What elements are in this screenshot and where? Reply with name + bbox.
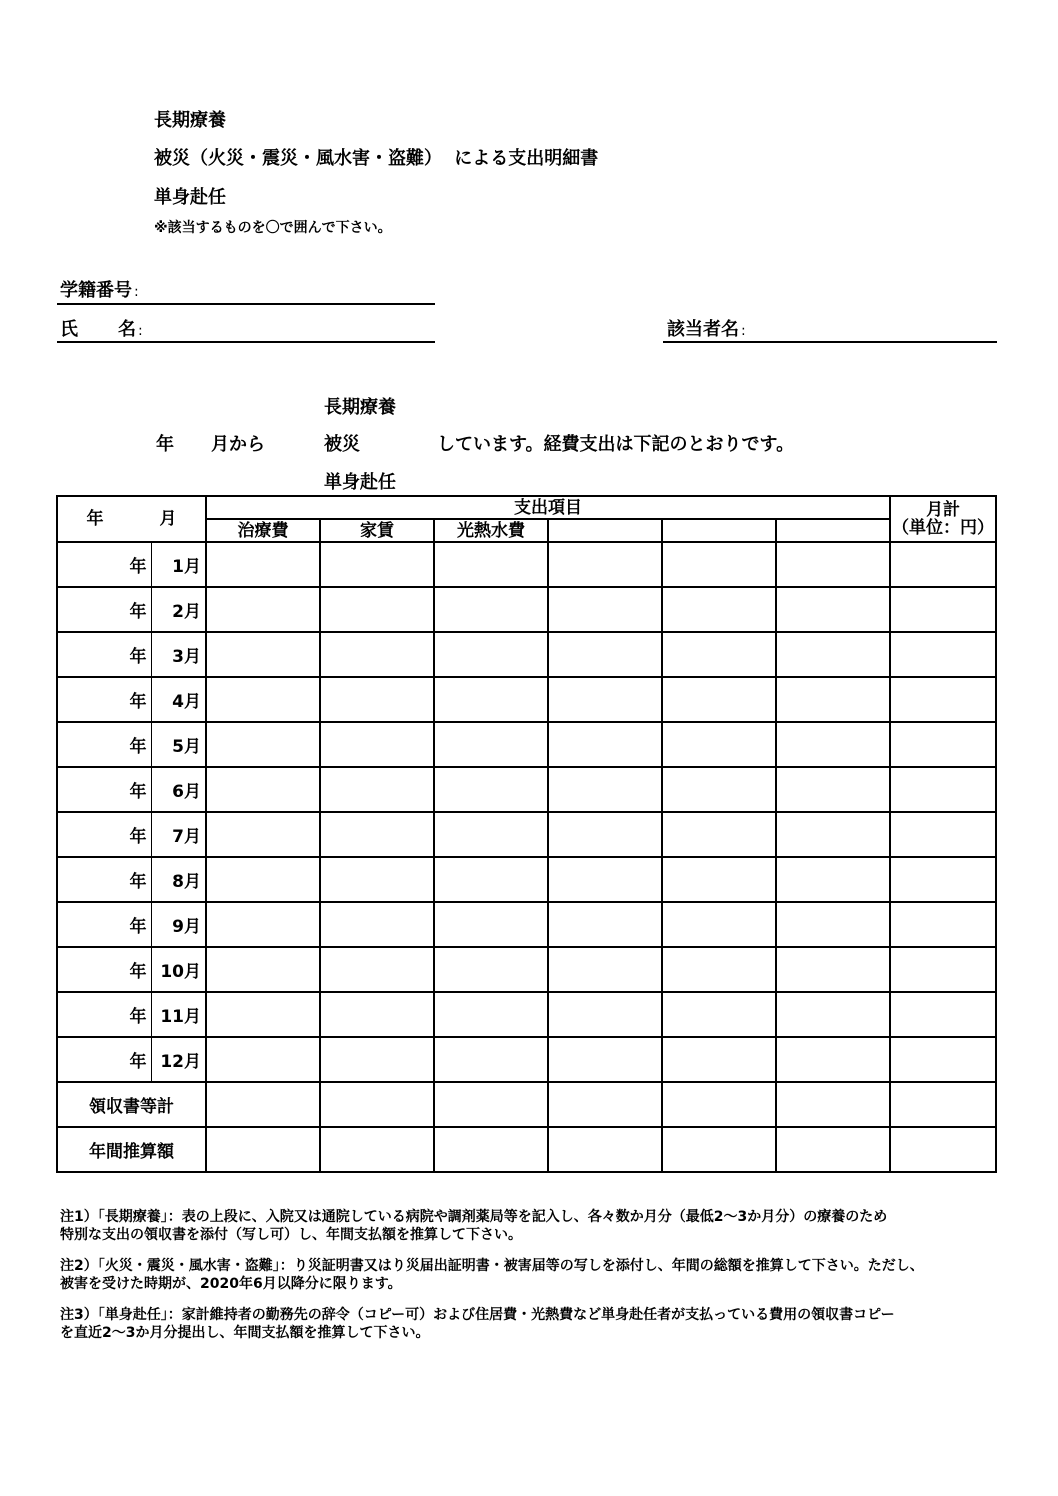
amount-cell[interactable] <box>890 677 996 722</box>
expense-items-header: 支出項目 <box>206 496 890 519</box>
amount-cell[interactable] <box>206 587 320 632</box>
statement-option-long-term-care: 長期療養 <box>324 397 396 418</box>
row-month-cell: 12月 <box>151 1037 206 1082</box>
row-month-cell: 2月 <box>151 587 206 632</box>
receipts-cell[interactable] <box>776 1082 890 1127</box>
amount-cell[interactable] <box>434 857 548 902</box>
annual-cell[interactable] <box>434 1127 548 1172</box>
amount-cell[interactable] <box>206 992 320 1037</box>
amount-cell[interactable] <box>548 542 662 587</box>
expense-table <box>56 495 997 1173</box>
note-2 <box>60 1257 990 1293</box>
note-2-line-2: 被害を受けた時期が、2020年6月以降分に限ります。 <box>60 1276 402 1292</box>
amount-cell[interactable] <box>662 812 776 857</box>
amount-cell[interactable] <box>434 722 548 767</box>
amount-cell[interactable] <box>320 902 434 947</box>
note-1-line-1: 注1）「長期療養」：表の上段に、入院又は通院している病院や調剤薬局等を記入し、各々数か月分（最低2～3か月分）の療養のため <box>60 1209 888 1225</box>
amount-cell[interactable] <box>662 722 776 767</box>
annual-cell[interactable] <box>320 1127 434 1172</box>
person-label <box>667 315 746 341</box>
amount-cell[interactable] <box>320 1037 434 1082</box>
col-month-header: 月 <box>159 509 177 529</box>
amount-cell[interactable] <box>890 767 996 812</box>
row-month-cell: 7月 <box>151 812 206 857</box>
amount-cell[interactable] <box>662 947 776 992</box>
amount-cell[interactable] <box>662 587 776 632</box>
table-row <box>57 1037 996 1082</box>
year-month-header <box>57 496 206 542</box>
amount-cell[interactable] <box>320 812 434 857</box>
amount-cell[interactable] <box>890 857 996 902</box>
amount-cell[interactable] <box>206 767 320 812</box>
amount-cell[interactable] <box>776 767 890 812</box>
amount-cell[interactable] <box>890 632 996 677</box>
row-year-cell[interactable]: 年 <box>57 632 151 677</box>
name-colon: : <box>138 323 143 339</box>
row-year-cell[interactable]: 年 <box>57 767 151 812</box>
amount-cell[interactable] <box>548 992 662 1037</box>
row-year-cell[interactable]: 年 <box>57 857 151 902</box>
amount-cell[interactable] <box>320 587 434 632</box>
person-colon: : <box>741 323 746 339</box>
person-label-text: 該当者名 <box>667 319 739 340</box>
row-year-cell[interactable]: 年 <box>57 1037 151 1082</box>
note-1-line-2b: 年間支払額を推算して下さい。 <box>326 1227 522 1243</box>
amount-cell[interactable] <box>320 857 434 902</box>
amount-cell[interactable] <box>434 947 548 992</box>
amount-cell[interactable] <box>662 677 776 722</box>
statement-tail: しています。経費支出は下記のとおりです。 <box>437 434 795 455</box>
amount-cell[interactable] <box>776 902 890 947</box>
amount-cell[interactable] <box>434 1037 548 1082</box>
amount-cell[interactable] <box>776 812 890 857</box>
amount-cell[interactable] <box>890 812 996 857</box>
instruction-text: ※該当するものを〇で囲んで下さい。 <box>154 220 392 236</box>
table-row <box>57 767 996 812</box>
note-1 <box>60 1208 990 1244</box>
amount-cell[interactable] <box>206 632 320 677</box>
student-id-label <box>60 276 139 302</box>
person-field-line[interactable] <box>663 341 997 343</box>
row-year-cell[interactable]: 年 <box>57 947 151 992</box>
annual-cell[interactable] <box>776 1127 890 1172</box>
item-header-blank-3[interactable] <box>776 519 890 542</box>
row-month-cell: 4月 <box>151 677 206 722</box>
amount-cell[interactable] <box>206 722 320 767</box>
amount-cell[interactable] <box>434 767 548 812</box>
amount-cell[interactable] <box>662 1037 776 1082</box>
row-month-cell: 6月 <box>151 767 206 812</box>
title-line <box>154 144 598 170</box>
amount-cell[interactable] <box>890 992 996 1037</box>
name-label <box>60 315 143 341</box>
option-long-term-care: 長期療養 <box>154 110 226 131</box>
table-row <box>57 857 996 902</box>
statement-option-single-posting: 単身赴任 <box>324 472 396 493</box>
amount-cell[interactable] <box>434 632 548 677</box>
row-month-cell: 1月 <box>151 542 206 587</box>
item-header-blank-2[interactable] <box>662 519 776 542</box>
amount-cell[interactable] <box>434 902 548 947</box>
amount-cell[interactable] <box>206 1037 320 1082</box>
row-month-cell: 5月 <box>151 722 206 767</box>
item-header-rent: 家賃 <box>320 519 434 542</box>
note-3-line-2: を直近2～3か月分提出し、年間支払額を推算して下さい。 <box>60 1325 430 1341</box>
amount-cell[interactable] <box>890 587 996 632</box>
annual-estimate-label: 年間推算額 <box>57 1127 206 1172</box>
student-id-label-text: 学籍番号 <box>60 280 132 301</box>
table-row <box>57 992 996 1037</box>
amount-cell[interactable] <box>662 857 776 902</box>
receipts-cell[interactable] <box>548 1082 662 1127</box>
row-year-cell[interactable]: 年 <box>57 992 151 1037</box>
amount-cell[interactable] <box>662 542 776 587</box>
amount-cell[interactable] <box>320 542 434 587</box>
amount-cell[interactable] <box>548 857 662 902</box>
amount-cell[interactable] <box>776 542 890 587</box>
row-month-cell: 9月 <box>151 902 206 947</box>
amount-cell[interactable] <box>320 722 434 767</box>
statement-year: 年 <box>156 434 174 455</box>
statement-option-disaster: 被災 <box>324 434 360 455</box>
table-row <box>57 812 996 857</box>
receipts-cell[interactable] <box>434 1082 548 1127</box>
name-label-char-2: 名 <box>118 319 136 340</box>
option-disaster: 被災（火災・震災・風水害・盗難） <box>154 148 442 169</box>
statement-month-from: 月から <box>211 434 265 455</box>
student-id-field-line[interactable] <box>57 303 435 305</box>
note-3-line-1: 注3）「単身赴任」：家計維持者の勤務先の辞令（コピー可）および住居費・光熱費など単身赴任者が支払っている費用の領収書コピー <box>60 1307 895 1323</box>
col-year-header: 年 <box>86 509 104 529</box>
row-year-cell[interactable]: 年 <box>57 902 151 947</box>
item-header-utilities: 光熱水費 <box>434 519 548 542</box>
note-3 <box>60 1306 990 1342</box>
amount-cell[interactable] <box>548 587 662 632</box>
amount-cell[interactable] <box>206 857 320 902</box>
monthly-total-label: 月計 <box>926 500 961 520</box>
annual-cell[interactable] <box>890 1127 996 1172</box>
amount-cell[interactable] <box>434 587 548 632</box>
monthly-total-header <box>890 496 996 542</box>
student-id-colon: : <box>134 284 139 300</box>
unit-label: （単位：円） <box>892 518 995 538</box>
amount-cell[interactable] <box>206 542 320 587</box>
amount-cell[interactable] <box>548 902 662 947</box>
amount-cell[interactable] <box>890 722 996 767</box>
amount-cell[interactable] <box>548 767 662 812</box>
amount-cell[interactable] <box>776 722 890 767</box>
amount-cell[interactable] <box>320 632 434 677</box>
row-month-cell: 10月 <box>151 947 206 992</box>
note-1-line-2a: 特別な支出の領収書を添付（写し可）し、 <box>60 1227 326 1243</box>
annual-cell[interactable] <box>662 1127 776 1172</box>
amount-cell[interactable] <box>890 947 996 992</box>
amount-cell[interactable] <box>548 947 662 992</box>
table-row <box>57 542 996 587</box>
amount-cell[interactable] <box>320 677 434 722</box>
note-2-line-1: 注2）「火災・震災・風水害・盗難」：り災証明書又はり災届出証明書・被害届等の写しを添付し、年間の総額を推算して下さい。ただし、 <box>60 1258 924 1274</box>
amount-cell[interactable] <box>776 1037 890 1082</box>
row-year-cell[interactable]: 年 <box>57 587 151 632</box>
amount-cell[interactable] <box>548 1037 662 1082</box>
amount-cell[interactable] <box>776 677 890 722</box>
item-header-medical: 治療費 <box>206 519 320 542</box>
amount-cell[interactable] <box>776 857 890 902</box>
amount-cell[interactable] <box>662 992 776 1037</box>
table-row <box>57 587 996 632</box>
amount-cell[interactable] <box>890 542 996 587</box>
row-year-cell[interactable]: 年 <box>57 542 151 587</box>
amount-cell[interactable] <box>548 677 662 722</box>
amount-cell[interactable] <box>662 632 776 677</box>
amount-cell[interactable] <box>206 902 320 947</box>
amount-cell[interactable] <box>320 767 434 812</box>
amount-cell[interactable] <box>434 677 548 722</box>
row-year-cell[interactable]: 年 <box>57 677 151 722</box>
amount-cell[interactable] <box>776 947 890 992</box>
receipts-cell[interactable] <box>206 1082 320 1127</box>
table-row <box>57 902 996 947</box>
amount-cell[interactable] <box>548 722 662 767</box>
amount-cell[interactable] <box>776 587 890 632</box>
amount-cell[interactable] <box>776 632 890 677</box>
name-field-line[interactable] <box>57 341 435 343</box>
item-header-blank-1[interactable] <box>548 519 662 542</box>
amount-cell[interactable] <box>206 947 320 992</box>
amount-cell[interactable] <box>320 992 434 1037</box>
amount-cell[interactable] <box>320 947 434 992</box>
table-row <box>57 722 996 767</box>
receipts-cell[interactable] <box>320 1082 434 1127</box>
amount-cell[interactable] <box>434 542 548 587</box>
row-month-cell: 3月 <box>151 632 206 677</box>
receipts-total-label: 領収書等計 <box>57 1082 206 1127</box>
amount-cell[interactable] <box>776 992 890 1037</box>
annual-cell[interactable] <box>548 1127 662 1172</box>
receipts-cell[interactable] <box>890 1082 996 1127</box>
amount-cell[interactable] <box>206 677 320 722</box>
amount-cell[interactable] <box>548 632 662 677</box>
table-row <box>57 632 996 677</box>
amount-cell[interactable] <box>206 812 320 857</box>
amount-cell[interactable] <box>662 767 776 812</box>
row-year-cell[interactable]: 年 <box>57 722 151 767</box>
amount-cell[interactable] <box>890 902 996 947</box>
row-month-cell: 11月 <box>151 992 206 1037</box>
title-suffix: による支出明細書 <box>454 148 599 169</box>
table-row <box>57 947 996 992</box>
annual-cell[interactable] <box>206 1127 320 1172</box>
row-year-cell[interactable]: 年 <box>57 812 151 857</box>
row-month-cell: 8月 <box>151 857 206 902</box>
amount-cell[interactable] <box>890 1037 996 1082</box>
table-row <box>57 677 996 722</box>
name-label-char-1: 氏 <box>60 319 78 340</box>
receipts-cell[interactable] <box>662 1082 776 1127</box>
amount-cell[interactable] <box>434 992 548 1037</box>
option-single-posting: 単身赴任 <box>154 187 226 208</box>
amount-cell[interactable] <box>548 812 662 857</box>
amount-cell[interactable] <box>434 812 548 857</box>
amount-cell[interactable] <box>662 902 776 947</box>
